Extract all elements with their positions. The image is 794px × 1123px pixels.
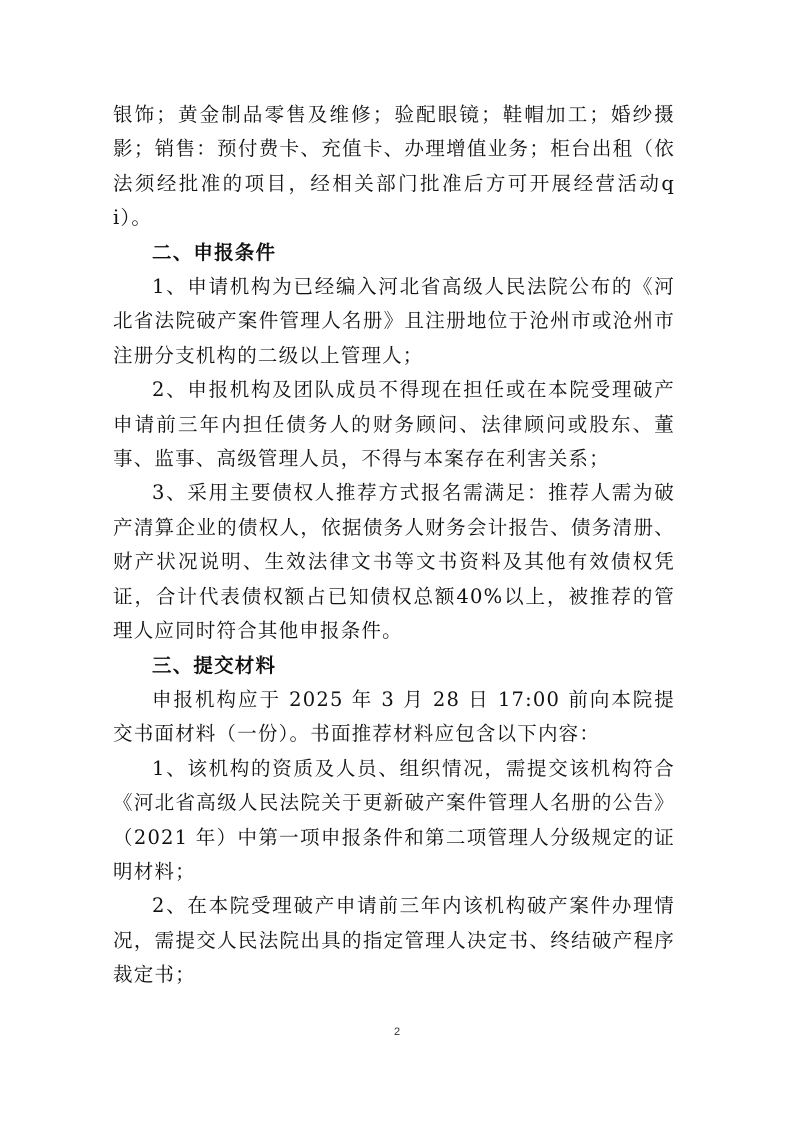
condition-item-1: 1、申请机构为已经编入河北省高级人民法院公布的《河北省法院破产案件管理人名册》且注册地位于沧州市或沧州市注册分支机构的二级以上管理人；	[113, 275, 675, 367]
section-heading-submission-materials: 三、提交材料	[152, 653, 277, 677]
page-number: 2	[393, 1026, 401, 1038]
paragraph-business-scope: 银饰；黄金制品零售及维修；验配眼镜；鞋帽加工；婚纱摄影；销售：预付费卡、充值卡、办理增值业务；柜台出租（依法须经批准的项目，经相关部门批准后方可开展经营活动qi）。	[113, 103, 675, 230]
section-heading-application-conditions: 二、申报条件	[152, 240, 277, 264]
document-body	[113, 98, 675, 993]
material-item-1: 1、该机构的资质及人员、组织情况，需提交该机构符合《河北省高级人民法院关于更新破产案件管理人名册的公告》（2021 年）中第一项申报条件和第二项管理人分级规定的证明材料；	[113, 756, 675, 883]
material-item-2: 2、在本院受理破产申请前三年内该机构破产案件办理情况，需提交人民法院出具的指定管理人决定书、终结破产程序裁定书；	[113, 894, 675, 987]
condition-item-3: 3、采用主要债权人推荐方式报名需满足：推荐人需为破产清算企业的债权人，依据债务人财务会计报告、债务清册、财产状况说明、生效法律文书等文书资料及其他有效债权凭证，合计代表债权额占已知债权总额40%以上，被推荐的管理人应同时符合其他申报条件。	[113, 481, 675, 643]
submission-deadline-paragraph: 申报机构应于 2025 年 3 月 28 日 17:00 前向本院提交书面材料（一份）。书面推荐材料应包含以下内容：	[113, 687, 675, 746]
condition-item-2: 2、申报机构及团队成员不得现在担任或在本院受理破产申请前三年内担任债务人的财务顾问、法律顾问或股东、董事、监事、高级管理人员，不得与本案存在利害关系；	[113, 378, 675, 471]
